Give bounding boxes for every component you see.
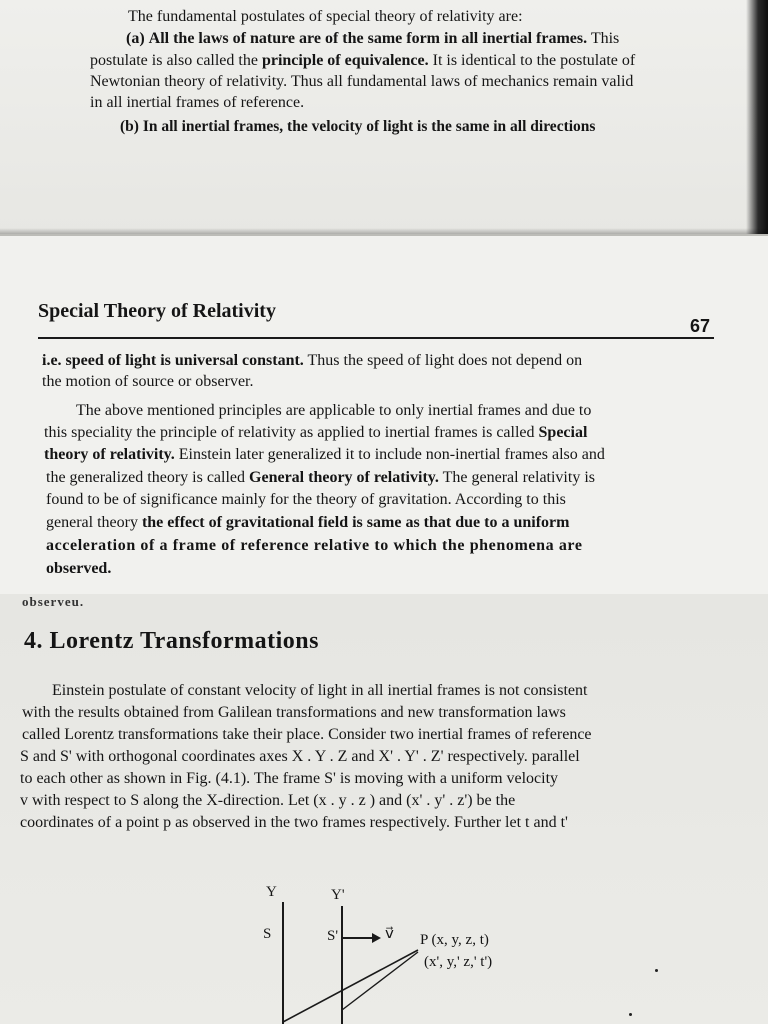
general-theory-term: General theory of relativity.: [249, 469, 439, 486]
y-axis-label: Y: [266, 884, 277, 900]
section-title: 4. Lorentz Transformations: [24, 628, 319, 654]
postulate-a-line4: in all inertial frames of reference.: [90, 94, 305, 111]
p1-line2: the motion of source or observer.: [42, 373, 254, 390]
y-prime-axis-label: Y': [331, 887, 345, 903]
p2-line8: observed.: [46, 560, 112, 577]
p2-line3: theory of relativity. Einstein later generalized it to include non-inertial frames also and: [44, 446, 605, 463]
position-vector-s-prime: [342, 952, 418, 1010]
p2-line2: this speciality the principle of relativity as applied to inertial frames is called Special: [44, 424, 588, 441]
postulate-a-line2: postulate is also called the principle of equivalence. It is identical to the postulate of: [90, 52, 636, 69]
principle-of-equivalence: principle of equivalence.: [261, 52, 429, 69]
lorentz-line5: to each other as shown in Fig. (4.1). The frame S' is moving with a uniform velocity: [20, 770, 559, 787]
lorentz-line1: Einstein postulate of constant velocity of light in all inertial frames is not consistent: [52, 682, 588, 699]
frame-s-label: S: [263, 926, 272, 942]
lorentz-line3: called Lorentz transformations take their place. Consider two inertial frames of reference: [22, 726, 592, 743]
lorentz-frames-figure: [0, 860, 768, 1024]
position-vector-s: [283, 950, 418, 1022]
p2-line4: the generalized theory is called General theory of relativity. The general relativity is: [46, 469, 595, 486]
velocity-label: v⃗: [385, 926, 394, 942]
point-p-prime-label: (x', y,' z,' t'): [424, 954, 493, 970]
p2-line5: found to be of significance mainly for the theory of gravitation. According to this: [46, 491, 566, 508]
velocity-arrow-head: [372, 933, 381, 943]
page-edge-shadow: [746, 0, 768, 234]
bleed-through-text: observeu.: [22, 594, 85, 609]
universal-constant-statement: i.e. speed of light is universal constant.: [42, 352, 304, 369]
frame-s-prime-label: S': [327, 928, 339, 944]
p2-line7: acceleration of a frame of reference relative to which the phenomena are: [46, 537, 583, 554]
postulate-b-label: (b): [120, 118, 139, 135]
lorentz-line6: v with respect to S along the X-direction. Let (x . y . z ) and (x' . y' . z') be the: [20, 792, 516, 809]
postulates-lead: The fundamental postulates of special theory of relativity are:: [128, 8, 523, 25]
postulate-a-statement: All the laws of nature are of the same form in all inertial frames.: [148, 30, 588, 47]
speck: [629, 1013, 632, 1016]
lorentz-line4: S and S' with orthogonal coordinates axes X . Y . Z and X' . Y' . Z' respectively. parallel: [20, 748, 580, 765]
p1-line1: i.e. speed of light is universal constant. Thus the speed of light does not depend on: [42, 352, 583, 369]
postulate-a-line3: Newtonian theory of relativity. Thus all fundamental laws of mechanics remain valid: [90, 73, 634, 90]
point-p-label: P (x, y, z, t): [420, 932, 489, 948]
special-theory-term: theory of relativity.: [44, 446, 175, 463]
p2-line6: general theory the effect of gravitational field is same as that due to a uniform: [46, 514, 570, 531]
postulate-a-rest: This: [590, 30, 620, 47]
postulate-b-statement: In all inertial frames, the velocity of light is the same in all directions: [142, 118, 596, 135]
lorentz-line2: with the results obtained from Galilean transformations and new transformation laws: [22, 704, 566, 721]
postulate-a-line1: [126, 28, 619, 50]
postulate-b-line1: [120, 116, 595, 138]
speck: [655, 969, 658, 972]
p2-line1: The above mentioned principles are applicable to only inertial frames and due to: [76, 402, 592, 419]
postulate-a-label: (a): [126, 30, 145, 47]
header-rule: [38, 337, 714, 339]
page-number: 67: [690, 316, 711, 336]
lorentz-line7: coordinates of a point p as observed in the two frames respectively. Further let t and t': [20, 814, 568, 831]
running-head: Special Theory of Relativity: [38, 300, 276, 322]
